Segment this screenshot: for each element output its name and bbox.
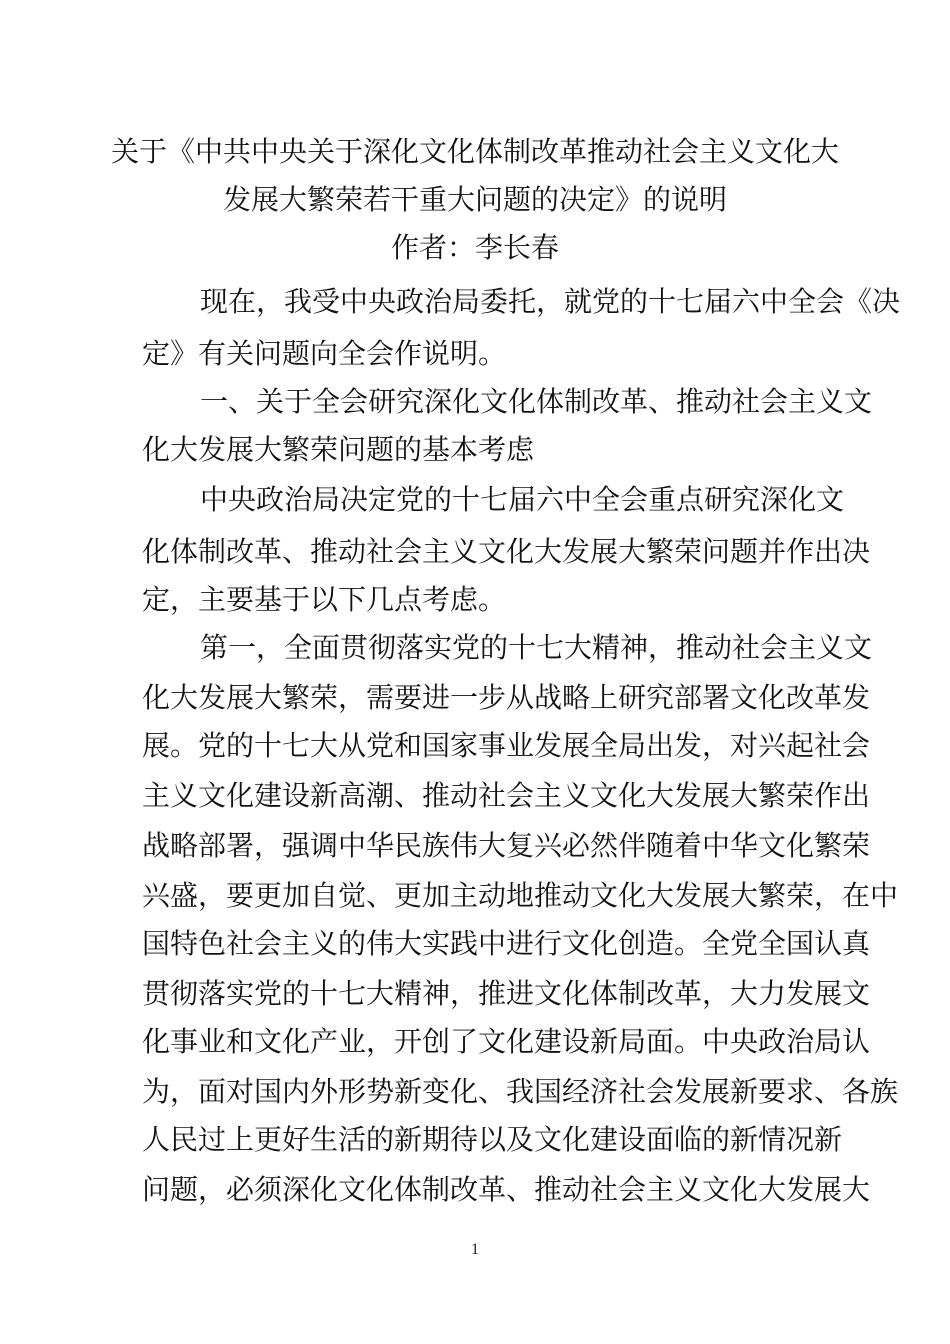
document-page: 关于《中共中央关于深化文化体制改革推动社会主义文化大 发展大繁荣若干重大问题的决定》的说明 作者：李长春 现在，我受中央政治局委托，就党的十七届六中全会《决 定》有关问题向全会作说明。 一、关于全会研究深化文化体制改革、推动社会主义文 化大发展大繁荣问题的基本考虑 中央政治局决定党的十七届六中全会重点研究深化文 化体制改革、推动社会主义文化大发展大繁荣问题并作出决 定，主要基于以下几点考虑。 第一，全面贯彻落实党的十七大精神，推动社会主义文 化大发展大繁荣，需要进一步从战略上研究部署文化改革发 展。党的十七大从党和国家事业发展全局出发，对兴起社会 主义文化建设新高潮、推动社会主义文化大发展大繁荣作出 战略部署，强调中华民族伟大复兴必然伴随着中华文化繁荣 兴盛，要更加自觉、更加主动地推动文化大发展大繁荣，在中 国特色社会主义的伟大实践中进行文化创造。全党全国认真 贯彻落实党的十七大精神，推进文化体制改革，大力发展文 化事业和文化产业，开创了文化建设新局面。中央政治局认 为，面对国内外形势新变化、我国经济社会发展新要求、各族 人民过上更好生活的新期待以及文化建设面临的新情况新 问题，必须深化文化体制改革、推动社会主义文化大发展大 1 [0,0,950,1344]
document-title-line-2: 发展大繁荣若干重大问题的决定》的说明 [222,183,727,216]
page-number: 1 [471,1241,479,1258]
document-title-line-1: 关于《中共中央关于深化文化体制改革推动社会主义文化大 [110,135,839,168]
document-author: 作者：李长春 [390,231,559,264]
